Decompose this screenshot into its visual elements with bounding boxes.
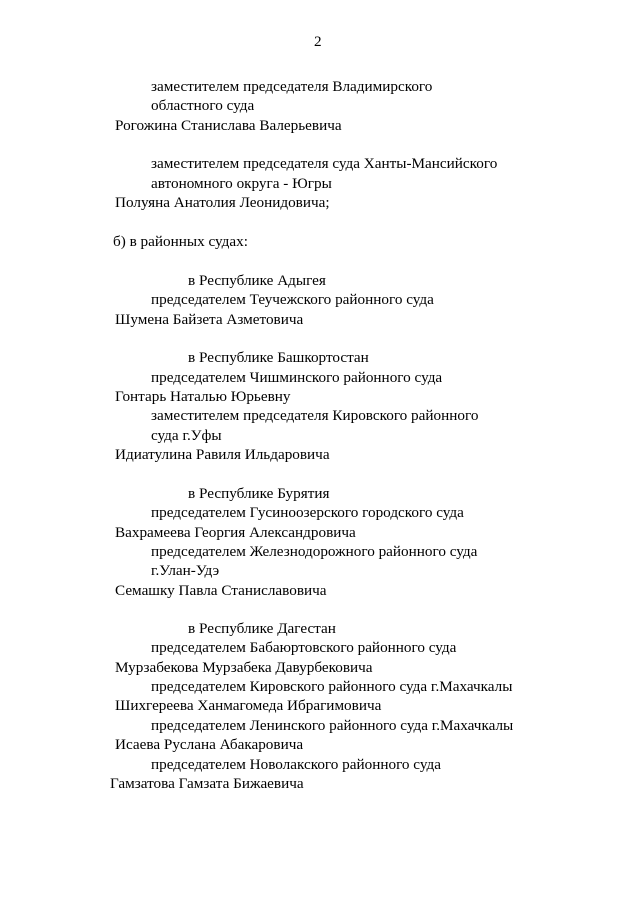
position-line: заместителем председателя Владимирского bbox=[151, 78, 433, 95]
page-number: 2 bbox=[314, 33, 322, 50]
person-name: Рогожина Станислава Валерьевича bbox=[115, 117, 342, 134]
position-line: председателем Ленинского районного суда г.Махачкалы bbox=[151, 717, 514, 734]
section-heading: б) в районных судах: bbox=[113, 233, 248, 250]
position-line: г.Улан-Удэ bbox=[151, 562, 220, 579]
person-name: Исаева Руслана Абакаровича bbox=[115, 736, 304, 753]
position-line: председателем Железнодорожного районного суда bbox=[151, 543, 478, 560]
position-line: заместителем председателя суда Ханты-Мансийского bbox=[151, 155, 498, 172]
region-heading: в Республике Адыгея bbox=[188, 272, 326, 289]
person-name: Семашку Павла Станиславовича bbox=[115, 582, 327, 599]
person-name: Гамзатова Гамзата Бижаевича bbox=[110, 775, 304, 792]
position-line: председателем Теучежского районного суда bbox=[151, 291, 434, 308]
position-line: заместителем председателя Кировского районного bbox=[151, 407, 479, 424]
person-name: Шихгереева Ханмагомеда Ибрагимовича bbox=[115, 697, 382, 714]
person-name: Гонтарь Наталью Юрьевну bbox=[115, 388, 291, 405]
person-name: Мурзабекова Мурзабека Давурбековича bbox=[115, 659, 373, 676]
person-name: Шумена Байзета Азметовича bbox=[115, 311, 304, 328]
position-line: председателем Кировского районного суда г.Махачкалы bbox=[151, 678, 513, 695]
region-heading: в Республике Башкортостан bbox=[188, 349, 369, 366]
person-name: Полуяна Анатолия Леонидовича; bbox=[115, 194, 330, 211]
position-line: суда г.Уфы bbox=[151, 427, 222, 444]
position-line: областного суда bbox=[151, 97, 255, 114]
person-name: Идиатулина Равиля Ильдаровича bbox=[115, 446, 330, 463]
person-name: Вахрамеева Георгия Александровича bbox=[115, 524, 356, 541]
position-line: председателем Новолакского районного суда bbox=[151, 756, 441, 773]
position-line: председателем Чишминского районного суда bbox=[151, 369, 443, 386]
position-line: председателем Гусиноозерского городского суда bbox=[151, 504, 464, 521]
region-heading: в Республике Дагестан bbox=[188, 620, 336, 637]
position-line: председателем Бабаюртовского районного суда bbox=[151, 639, 457, 656]
position-line: автономного округа - Югры bbox=[151, 175, 332, 192]
region-heading: в Республике Бурятия bbox=[188, 485, 330, 502]
